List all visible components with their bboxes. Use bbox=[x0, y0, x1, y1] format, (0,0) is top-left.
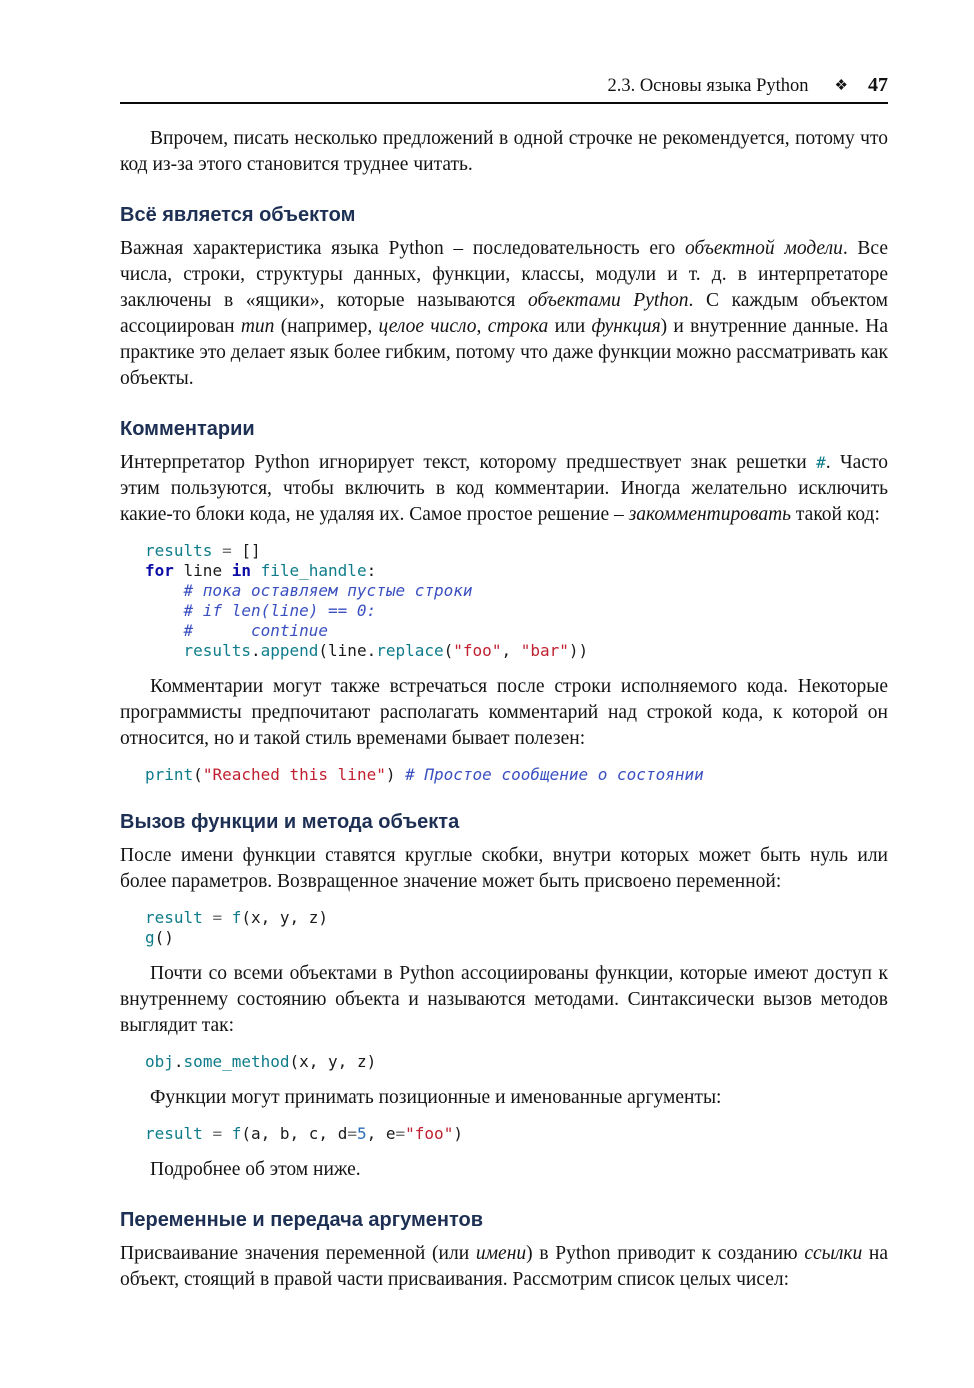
paragraph bbox=[120, 674, 888, 752]
code-token: "foo" bbox=[453, 641, 502, 660]
section-heading: Переменные и передача аргументов bbox=[120, 1209, 483, 1231]
code-token: ( bbox=[193, 765, 203, 784]
emphasis-text: тип bbox=[240, 316, 275, 337]
code-block bbox=[145, 541, 888, 661]
text-run: ) в Python приводит к созданию bbox=[526, 1243, 805, 1264]
paragraph bbox=[120, 1085, 888, 1111]
code-token bbox=[145, 601, 184, 620]
code-block bbox=[145, 1124, 888, 1144]
code-token: f bbox=[231, 908, 242, 927]
text-run: Подробнее об этом ниже. bbox=[150, 1159, 361, 1180]
text-run: (например, bbox=[274, 316, 379, 337]
code-token: (x, y, z) bbox=[289, 1052, 377, 1071]
paragraph bbox=[120, 1157, 888, 1183]
text-run: на объект, стоящий в правой части присваивания. Рассмотрим список целых чисел: bbox=[120, 1243, 888, 1290]
code-token: results bbox=[183, 641, 251, 660]
text-run: Почти со всеми объектами в Python ассоциированы функции, которые имеют доступ к внутреннему состоянию объекта и называются методами. Синтаксически вызов методов выглядит так: bbox=[120, 963, 888, 1036]
code-block bbox=[145, 765, 888, 785]
code-token: (x, y, z) bbox=[241, 908, 329, 927]
code-token bbox=[222, 908, 232, 927]
code-line bbox=[145, 928, 888, 948]
text-run: Присваивание значения переменной (или bbox=[120, 1243, 476, 1264]
text-run: ) и внутренние данные. На практике это делает язык более гибким, потому что даже функции можно рассматривать как объекты. bbox=[120, 316, 889, 389]
code-token: = bbox=[347, 1124, 357, 1143]
code-token: ( bbox=[443, 641, 454, 660]
emphasis-text: функция bbox=[591, 316, 661, 337]
code-line bbox=[145, 601, 888, 621]
code-token: () bbox=[154, 928, 174, 947]
code-token: [] bbox=[231, 541, 261, 560]
paragraph bbox=[120, 1241, 888, 1293]
emphasis-text: имени bbox=[475, 1243, 527, 1264]
code-token: result bbox=[145, 1124, 203, 1143]
code-token bbox=[203, 1124, 213, 1143]
code-token: . bbox=[173, 1052, 184, 1071]
code-token: , bbox=[501, 641, 521, 660]
paragraph bbox=[120, 126, 888, 178]
code-token: ) bbox=[385, 765, 406, 784]
code-token bbox=[203, 908, 213, 927]
code-token: file_handle bbox=[260, 561, 367, 580]
code-line bbox=[145, 765, 888, 785]
code-line bbox=[145, 621, 888, 641]
code-token: (line. bbox=[318, 641, 377, 660]
code-token: obj bbox=[145, 1052, 174, 1071]
code-token: . bbox=[250, 641, 261, 660]
section-heading: Всё является объектом bbox=[120, 204, 356, 226]
code-token: "bar" bbox=[520, 641, 569, 660]
code-token: f bbox=[231, 1124, 242, 1143]
text-run: . Часто этим пользуются, чтобы включить в код комментарии. Иногда желательно исключить какие-то блоки кода, не удаляя их. Самое простое решение – bbox=[120, 452, 888, 525]
code-token: (a, b, c, d bbox=[241, 1124, 348, 1143]
code-token: 5 bbox=[356, 1124, 367, 1143]
code-token: # continue bbox=[183, 621, 329, 640]
code-token: # if len(line) == 0: bbox=[183, 601, 377, 620]
text-run: или bbox=[548, 316, 592, 337]
code-token bbox=[251, 561, 261, 580]
header-rule bbox=[120, 102, 888, 104]
code-block bbox=[145, 1052, 888, 1072]
code-line bbox=[145, 1124, 888, 1144]
code-token: )) bbox=[568, 641, 589, 660]
emphasis-text: ссылки bbox=[804, 1243, 863, 1264]
emphasis-text: закомментировать bbox=[628, 504, 792, 525]
code-token: = bbox=[395, 1124, 406, 1143]
code-token bbox=[145, 641, 184, 660]
code-token: results bbox=[145, 541, 213, 560]
text-run: . Все числа, строки, структуры данных, функции, классы, модули и т. д. в интерпретаторе заключены в «ящики», которые называются bbox=[120, 238, 888, 311]
paragraph bbox=[120, 236, 888, 392]
emphasis-text: целое число bbox=[378, 316, 477, 337]
code-line bbox=[145, 561, 888, 581]
section-heading: Комментарии bbox=[120, 418, 255, 440]
text-run: Комментарии могут также встречаться после строки исполняемого кода. Некоторые программисты предпочитают располагать комментарий над строкой кода, к которой он относится, но и такой стиль временами бывает полезен: bbox=[120, 676, 888, 749]
code-token: line bbox=[173, 561, 232, 580]
code-line bbox=[145, 541, 888, 561]
code-token: result bbox=[145, 908, 203, 927]
code-token: replace bbox=[376, 641, 444, 660]
text-run: , bbox=[476, 316, 488, 337]
code-token bbox=[145, 581, 184, 600]
code-block bbox=[145, 908, 888, 948]
code-token: , e bbox=[366, 1124, 396, 1143]
page-header bbox=[120, 74, 888, 97]
code-token: "foo" bbox=[405, 1124, 454, 1143]
code-line bbox=[145, 1052, 888, 1072]
code-token: = bbox=[212, 908, 223, 927]
text-run: . С каждым объектом ассоциирован bbox=[120, 290, 888, 337]
page-number: 47 bbox=[868, 74, 888, 96]
code-token: ) bbox=[453, 1124, 463, 1143]
code-line bbox=[145, 581, 888, 601]
code-line bbox=[145, 908, 888, 928]
section-heading: Вызов функции и метода объекта bbox=[120, 811, 460, 833]
code-line bbox=[145, 641, 888, 661]
emphasis-text: объектами Python bbox=[527, 290, 689, 311]
code-token bbox=[222, 1124, 232, 1143]
code-token: # пока оставляем пустые строки bbox=[183, 581, 473, 600]
text-run: Впрочем, писать несколько предложений в одной строчке не рекомендуется, потому что код из-за этого становится труднее читать. bbox=[120, 128, 888, 175]
text-run: Функции могут принимать позиционные и именованные аргументы: bbox=[150, 1087, 722, 1108]
paragraph bbox=[120, 843, 888, 895]
code-token: # Простое сообщение о состоянии bbox=[405, 765, 704, 784]
code-token bbox=[145, 621, 184, 640]
inline-code: # bbox=[816, 453, 826, 472]
code-token: in bbox=[231, 561, 251, 580]
code-token: some_method bbox=[183, 1052, 290, 1071]
code-token: g bbox=[145, 928, 155, 947]
text-run: После имени функции ставятся круглые скобки, внутри которых может быть нуль или более параметров. Возвращенное значение может быть присвоено переменной: bbox=[120, 845, 888, 892]
code-token: "Reached this line" bbox=[202, 765, 386, 784]
code-token: = bbox=[212, 1124, 223, 1143]
text-run: Интерпретатор Python игнорирует текст, которому предшествует знак решетки bbox=[120, 452, 817, 473]
text-run: такой код: bbox=[791, 504, 880, 525]
code-token: = bbox=[222, 541, 232, 560]
ornament-icon: ❖ bbox=[834, 78, 848, 94]
code-token: append bbox=[260, 641, 319, 660]
code-token: print bbox=[145, 765, 194, 784]
text-run: Важная характеристика языка Python – последовательность его bbox=[120, 238, 685, 259]
running-head: 2.3. Основы языка Python bbox=[607, 76, 809, 96]
code-token: : bbox=[366, 561, 377, 580]
emphasis-text: объектной модели bbox=[684, 238, 843, 259]
code-token: for bbox=[145, 561, 174, 580]
emphasis-text: строка bbox=[487, 316, 549, 337]
code-token bbox=[212, 541, 222, 560]
paragraph bbox=[120, 961, 888, 1039]
content-blocks bbox=[120, 126, 888, 1293]
paragraph bbox=[120, 450, 888, 528]
